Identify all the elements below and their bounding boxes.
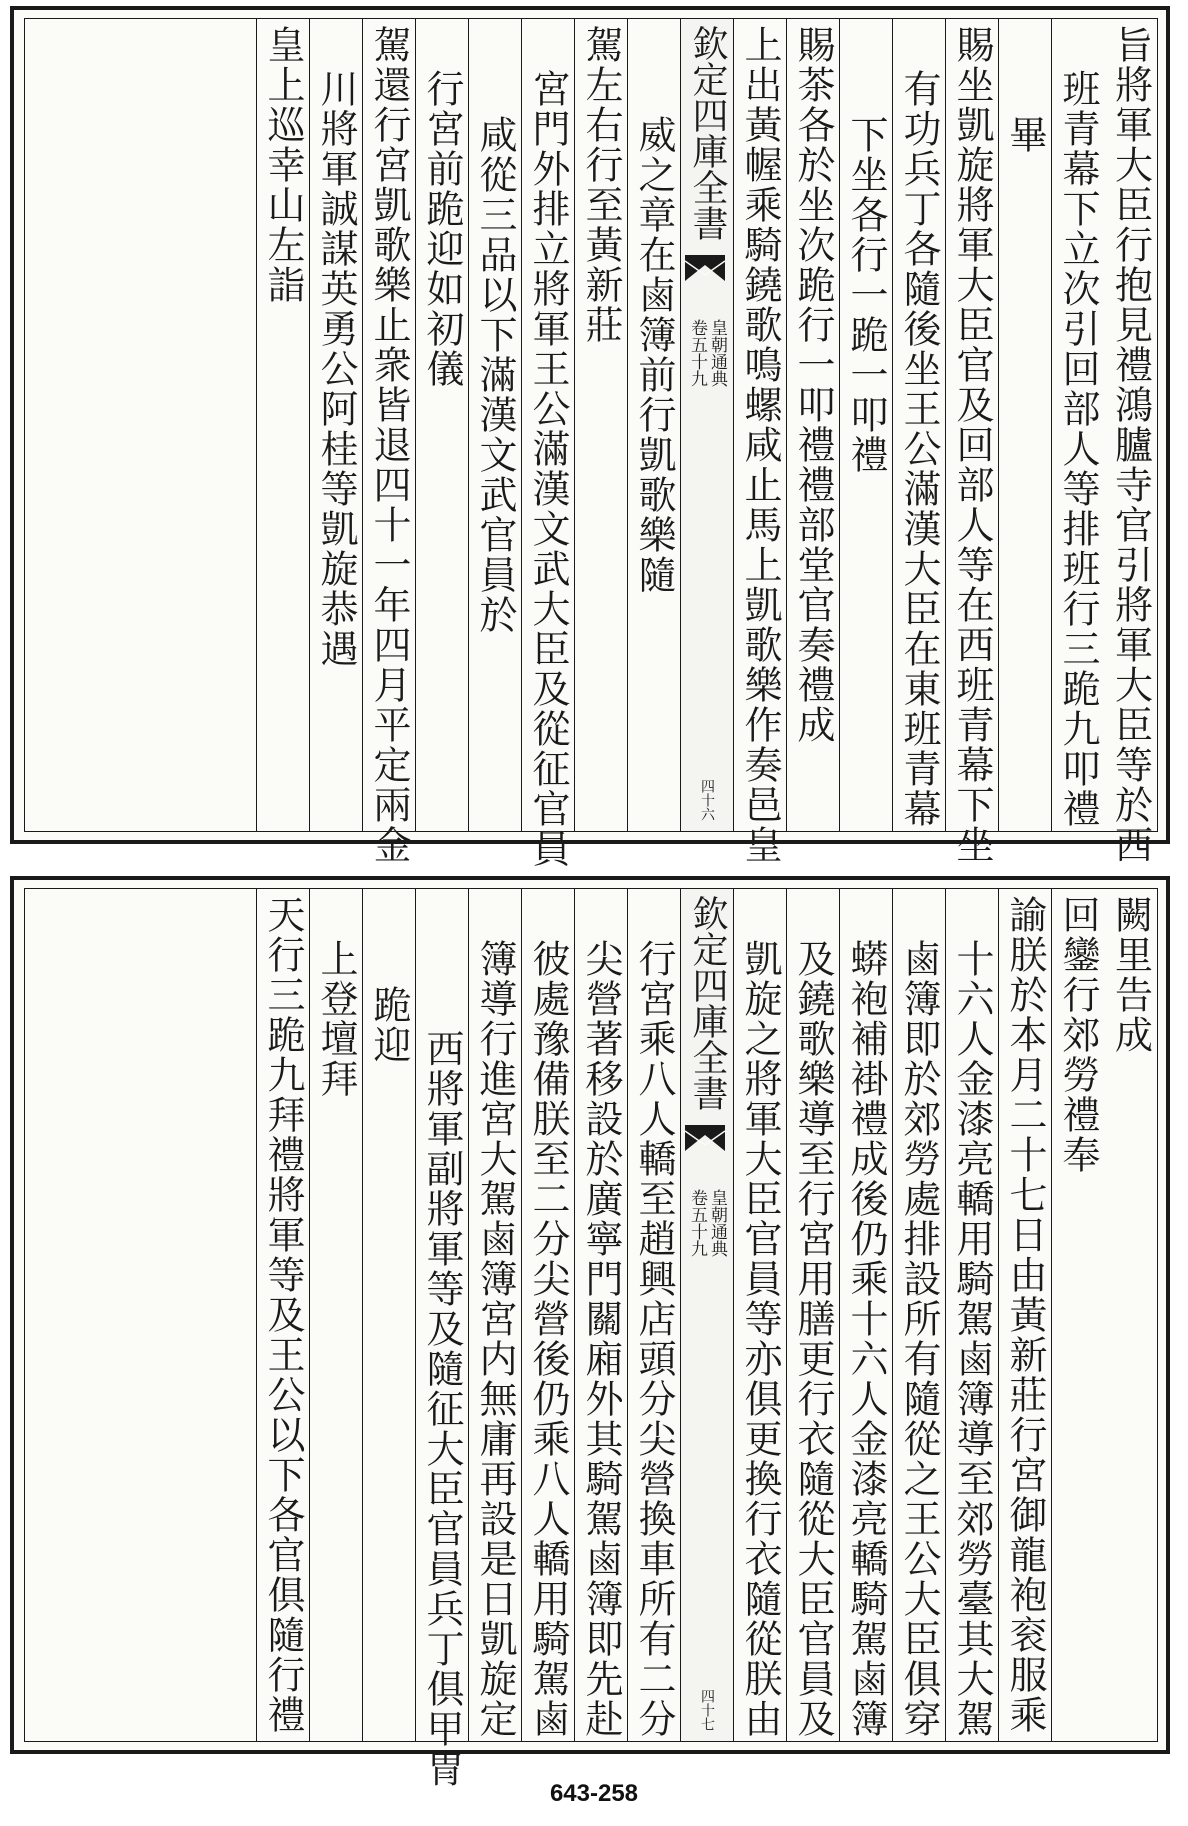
text-column: [468, 889, 521, 1741]
text-column: [945, 889, 998, 1741]
text-column: [998, 19, 1051, 831]
column-text: 天行三跪九拜禮將軍等及王公以下各官俱隨行禮: [261, 895, 305, 1735]
column-text: 鹵簿即於郊勞處排設所有隨從之王公大臣俱穿: [897, 939, 941, 1739]
spine-title: 欽定四庫全書: [687, 895, 728, 1111]
column-text: 及鐃歌樂導至行宮用膳更行衣隨從大臣官員及: [791, 939, 835, 1739]
column-text: 駕左右行至黃新莊: [579, 25, 623, 345]
text-column: [362, 889, 415, 1741]
text-column: [468, 19, 521, 831]
top-columns: [25, 19, 1157, 869]
text-column: [892, 889, 945, 1741]
column-text: 皇上巡幸山左詣: [261, 25, 305, 305]
text-column: [786, 19, 839, 831]
folio-number: 四十七: [699, 1689, 715, 1731]
section-volume: 卷五十九: [687, 319, 707, 387]
column-text: 行宮乘八人轎至趙興店頭分尖營換車所有二分: [632, 939, 676, 1739]
center-fold: [680, 889, 733, 1741]
column-text: 行宮前跪迎如初儀: [420, 69, 464, 389]
text-column: [415, 889, 468, 1789]
column-text: 畢: [1003, 115, 1047, 155]
page-number: 643-258: [549, 1780, 639, 1807]
text-column: [256, 889, 309, 1741]
column-text: 駕還行宮凱歌樂止衆皆退四十一年四月平定兩金: [367, 25, 411, 865]
center-fold: [680, 19, 733, 831]
text-column: [839, 19, 892, 831]
text-column: [1104, 889, 1157, 1741]
text-column: [733, 19, 786, 865]
text-column: [415, 19, 468, 831]
text-column: [521, 889, 574, 1741]
column-text: 宮門外排立將軍王公滿漢文武大臣及從征官員: [526, 69, 570, 869]
text-column: [627, 19, 680, 831]
text-column: [1051, 19, 1104, 831]
column-text: 諭朕於本月二十七日由黃新莊行宮御龍袍衮服乘: [1003, 895, 1047, 1735]
text-column: [574, 889, 627, 1741]
column-text: 威之章在鹵簿前行凱歌樂隨: [632, 115, 676, 595]
text-column: [309, 19, 362, 831]
column-text: 賜茶各於坐次跪行一叩禮禮部堂官奏禮成: [791, 25, 835, 745]
text-column: [733, 889, 786, 1741]
text-column: [1051, 889, 1104, 1741]
text-column: [839, 889, 892, 1741]
column-text: 彼處豫備朕至二分尖營後仍乘八人轎用騎駕鹵: [526, 939, 570, 1739]
column-text: 回鑾行郊勞禮奉: [1056, 895, 1100, 1175]
column-text: 咸從三品以下滿漢文武官員於: [473, 115, 517, 635]
text-column: [1104, 19, 1157, 865]
text-column: [362, 19, 415, 865]
text-column: [945, 19, 998, 865]
text-column: [892, 19, 945, 831]
bottom-page: [10, 876, 1170, 1789]
text-column: [309, 889, 362, 1741]
column-text: 上出黃幄乘騎鐃歌鳴螺咸止馬上凱歌樂作奏邑皇: [738, 25, 782, 865]
text-column: [574, 19, 627, 831]
column-text: 西將軍副將軍等及隨征大臣官員兵丁俱甲冑: [420, 1029, 464, 1789]
text-column: [627, 889, 680, 1741]
column-text: 跪迎: [367, 985, 411, 1065]
section-title: [688, 319, 726, 387]
column-text: 賜坐凱旋將軍大臣官及回部人等在西班青幕下坐: [950, 25, 994, 865]
text-column: [256, 19, 309, 831]
column-text: 闕里告成: [1108, 895, 1153, 1055]
column-text: 十六人金漆亮轎用騎駕鹵簿導至郊勞臺其大駕: [950, 939, 994, 1739]
column-text: 旨將軍大臣行抱見禮鴻臚寺官引將軍大臣等於西: [1108, 25, 1153, 865]
text-column: [786, 889, 839, 1741]
column-text: 蟒袍補褂禮成後仍乘十六人金漆亮轎騎駕鹵簿: [844, 939, 888, 1739]
column-text: 凱旋之將軍大臣官員等亦俱更換行衣隨從朕由: [738, 939, 782, 1739]
column-text: 下坐各行一跪一叩禮: [844, 115, 888, 475]
top-page-frame: [24, 18, 1158, 869]
bottom-page-frame: [24, 888, 1158, 1789]
section-volume: 卷五十九: [687, 1189, 707, 1257]
column-text: 有功兵丁各隨後坐王公滿漢大臣在東班青幕: [897, 69, 941, 829]
text-column: [998, 889, 1051, 1741]
column-text: 班青幕下立次引回部人等排班行三跪九叩禮: [1056, 69, 1100, 829]
section-book: 皇朝通典: [707, 1189, 727, 1257]
text-column: [521, 19, 574, 869]
bottom-columns: [25, 889, 1157, 1789]
spine-title: 欽定四庫全書: [687, 25, 728, 241]
column-text: 尖營著移設於廣寧門關廂外其騎駕鹵簿即先赴: [579, 939, 623, 1739]
folio-number: 四十六: [699, 779, 715, 821]
column-text: 川將軍誠謀英勇公阿桂等凱旋恭遇: [314, 69, 358, 669]
section-book: 皇朝通典: [707, 319, 727, 387]
section-title: [688, 1189, 726, 1257]
column-text: 上登壇拜: [314, 939, 358, 1099]
fish-tail-ornament: [685, 1125, 725, 1151]
top-page: [10, 6, 1170, 869]
fish-tail-ornament: [685, 255, 725, 281]
column-text: 簿導行進宮大駕鹵簿宮内無庸再設是日凱旋定: [473, 939, 517, 1739]
